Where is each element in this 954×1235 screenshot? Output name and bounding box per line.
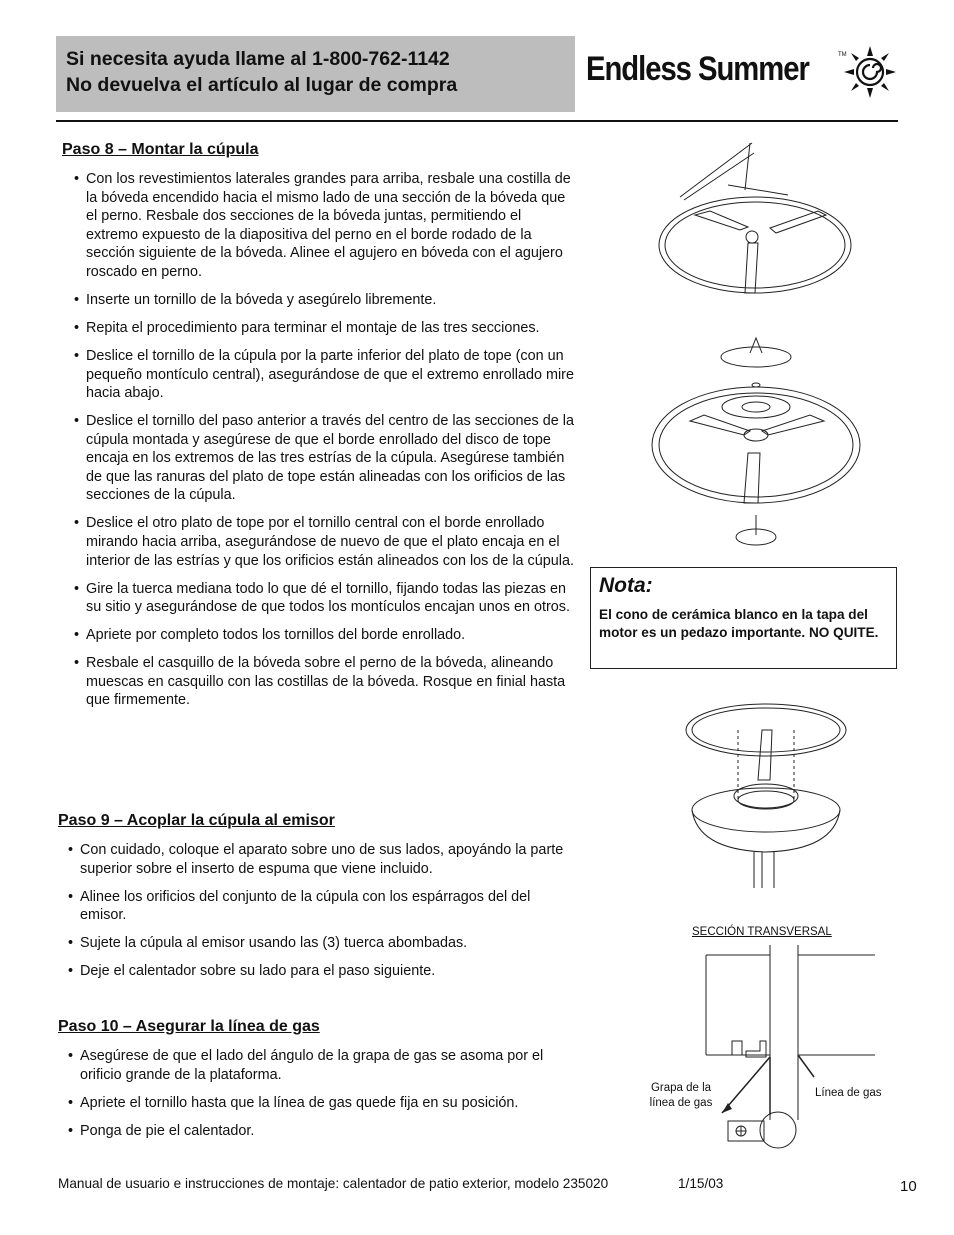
note-title: Nota: [599, 574, 653, 597]
step8-item: • Repita el procedimiento para terminar el montaje de las tres secciones. [74, 319, 576, 338]
footer-date: 1/15/03 [678, 1176, 724, 1191]
cross-section-title: SECCIÓN TRANSVERSAL [692, 926, 832, 938]
brand-logo-text: Endless Summer [586, 50, 809, 88]
step10-item: • Apriete el tornillo hasta que la línea de gas quede fija en su posición. [68, 1094, 580, 1113]
step8-list [74, 170, 576, 719]
note-box [590, 567, 897, 669]
gas-line-cross-section-figure [650, 945, 885, 1155]
step8-item: • Deslice el tornillo del paso anterior a través del centro de las secciones de la cúpula montada y asegúrese de que el borde enrollado del disco de tope encaja en los extremos de las tres estrías de la cúpula. Asegúrese también de que las ranuras del plato de tope están alineadas con los orificios de las secciones de la cúpula. [74, 412, 576, 505]
step8-item: • Apriete por completo todos los tornillos del borde enrollado. [74, 626, 576, 645]
return-notice-line: No devuelva el artículo al lugar de compra [66, 74, 458, 96]
step8-item: • Deslice el tornillo de la cúpula por la parte inferior del plato de tope (con un pequeño montículo central), asegurándose de que el extremo enrollado mire hacia abajo. [74, 347, 576, 403]
trademark-mark: TM [838, 52, 847, 58]
page-number: 10 [900, 1178, 917, 1195]
step8-item: • Con los revestimientos laterales grandes para arriba, resbale una costilla de la bóveda encendido hacia el mismo lado de una sección de la bóveda que el perno. Resbale dos secciones de la bóveda juntas, permitiendo el extremo expuesto de la diapositiva del perno en el borde rodado de la sección siguiente de la bóveda. Alinee el agujero en bóveda con el agujero roscado en perno. [74, 170, 576, 282]
step10-list [68, 1047, 580, 1150]
sun-logo-icon [842, 44, 898, 100]
help-phone-line: Si necesita ayuda llame al 1-800-762-1142 [66, 48, 450, 70]
gas-line-label: Línea de gas [815, 1087, 882, 1099]
step9-item: • Sujete la cúpula al emisor usando las (3) tuerca abombadas. [68, 934, 580, 953]
footer-manual-title: Manual de usuario e instrucciones de montaje: calentador de patio exterior, modelo 235020 [58, 1176, 609, 1191]
step8-item: • Gire la tuerca mediana todo lo que dé el tornillo, fijando todas las piezas en su sitio y asegurándose de que todos los montículos encajan unos en otros. [74, 580, 576, 617]
gas-clamp-label-line2: línea de gas [649, 1097, 713, 1109]
step9-item: • Con cuidado, coloque el aparato sobre uno de sus lados, apoyándo la parte superior sobre el inserto de espuma que viene incluido. [68, 841, 580, 878]
dome-emitter-figure [682, 700, 852, 890]
step8-item: • Resbale el casquillo de la bóveda sobre el perno de la bóveda, alineando muescas en casquillo con las costillas de la bóveda. Rosque en finial hasta que firmemente. [74, 654, 576, 710]
header-rule [56, 120, 898, 122]
gas-clamp-label-line1: Grapa de la [650, 1082, 712, 1094]
dome-sections-assembly-figure [650, 135, 870, 295]
step9-item: • Alinee los orificios del conjunto de la cúpula con los espárragos del del emisor. [68, 888, 580, 925]
step10-item: • Ponga de pie el calentador. [68, 1122, 580, 1141]
step10-item: • Asegúrese de que el lado del ángulo de la grapa de gas se asoma por el orificio grande de la plataforma. [68, 1047, 580, 1084]
note-text: El cono de cerámica blanco en la tapa del motor es un pedazo importante. NO QUITE. [599, 607, 879, 640]
step9-title: Paso 9 – Acoplar la cúpula al emisor [58, 812, 335, 829]
dome-exploded-figure [648, 335, 862, 550]
gas-clamp-label [640, 1081, 722, 1111]
step8-item: • Deslice el otro plato de tope por el tornillo central con el borde enrollado mirando hacia arriba, asegurándose de nuevo de que el plato encaja en el interior de las estrías y que los orificios están alineados con los de la cúpula. [74, 514, 576, 570]
step9-item: • Deje el calentador sobre su lado para el paso siguiente. [68, 962, 580, 981]
step8-item: • Inserte un tornillo de la bóveda y asegúrelo libremente. [74, 291, 576, 310]
step9-list [68, 841, 580, 990]
help-banner [56, 36, 575, 112]
step8-title: Paso 8 – Montar la cúpula [62, 141, 259, 158]
step10-title: Paso 10 – Asegurar la línea de gas [58, 1018, 320, 1035]
